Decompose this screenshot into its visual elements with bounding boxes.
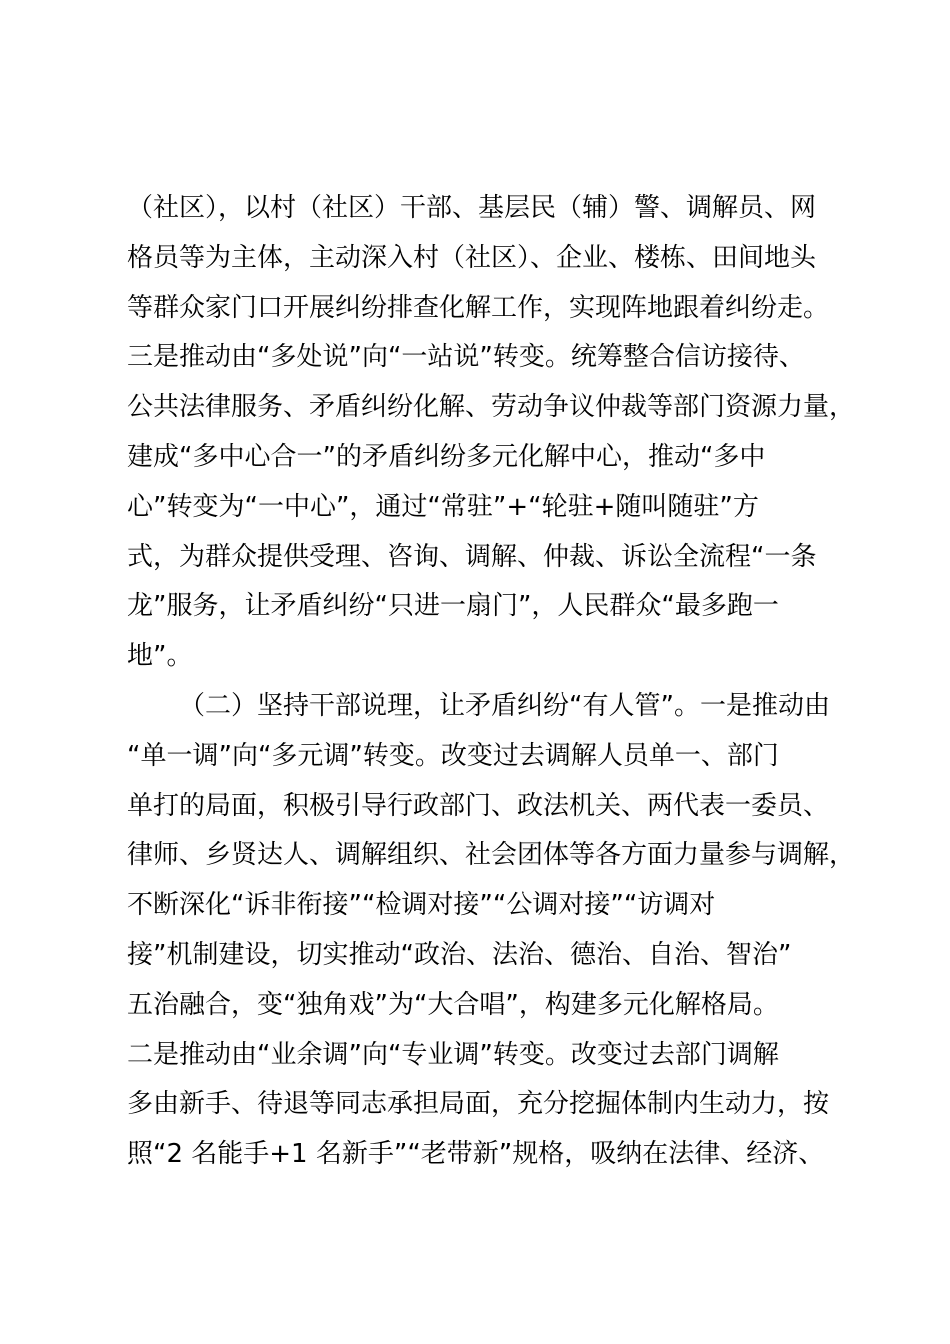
text-line: 地”。 — [127, 641, 193, 672]
text-line: 律师、乡贤达人、调解组织、社会团体等各方面力量参与调解， — [127, 840, 856, 871]
text-line: 照“2 名能手+1 名新手”“老带新”规格，吸纳在法律、经济、 — [127, 1139, 825, 1170]
text-line: 等群众家门口开展纠纷排查化解工作，实现阵地跟着纠纷走。 — [127, 292, 830, 323]
text-line: 龙”服务，让矛盾纠纷“只进一扇门”，人民群众“最多跑一 — [127, 591, 779, 622]
text-line: 心”转变为“一中心”，通过“常驻”+“轮驻+随叫随驻”方 — [127, 491, 759, 522]
document-body — [127, 184, 857, 1180]
text-line: 接”机制建设，切实推动“政治、法治、德治、自治、智治” — [127, 939, 792, 970]
text-line: （社区），以村（社区）干部、基层民（辅）警、调解员、网 — [127, 193, 817, 223]
text-line: 不断深化“诉非衔接”“检调对接”“公调对接”“访调对 — [127, 890, 716, 921]
text-line: 式，为群众提供受理、咨询、调解、仲裁、诉讼全流程“一条 — [127, 541, 817, 572]
text-line: 单打的局面，积极引导行政部门、政法机关、两代表一委员、 — [127, 790, 830, 821]
text-line: 五治融合，变“独角戏”为“大合唱”，构建多元化解格局。 — [127, 989, 779, 1020]
text-line: 二是推动由“业余调”向“专业调”转变。改变过去部门调解 — [127, 1039, 779, 1070]
text-line: 格员等为主体，主动深入村（社区）、企业、楼栋、田间地头 — [127, 242, 817, 273]
section-heading-line: （二）坚持干部说理，让矛盾纠纷“有人管”。一是推动由 — [179, 690, 830, 721]
text-line: “单一调”向“多元调”转变。改变过去调解人员单一、部门 — [127, 740, 779, 771]
text-line: 建成“多中心合一”的矛盾纠纷多元化解中心，推动“多中 — [127, 441, 766, 472]
text-line: 多由新手、待退等同志承担局面，充分挖掘体制内生动力，按 — [127, 1089, 830, 1120]
text-line: 三是推动由“多处说”向“一站说”转变。统筹整合信访接待、 — [127, 342, 805, 373]
text-line: 公共法律服务、矛盾纠纷化解、劳动争议仲裁等部门资源力量， — [127, 392, 856, 423]
